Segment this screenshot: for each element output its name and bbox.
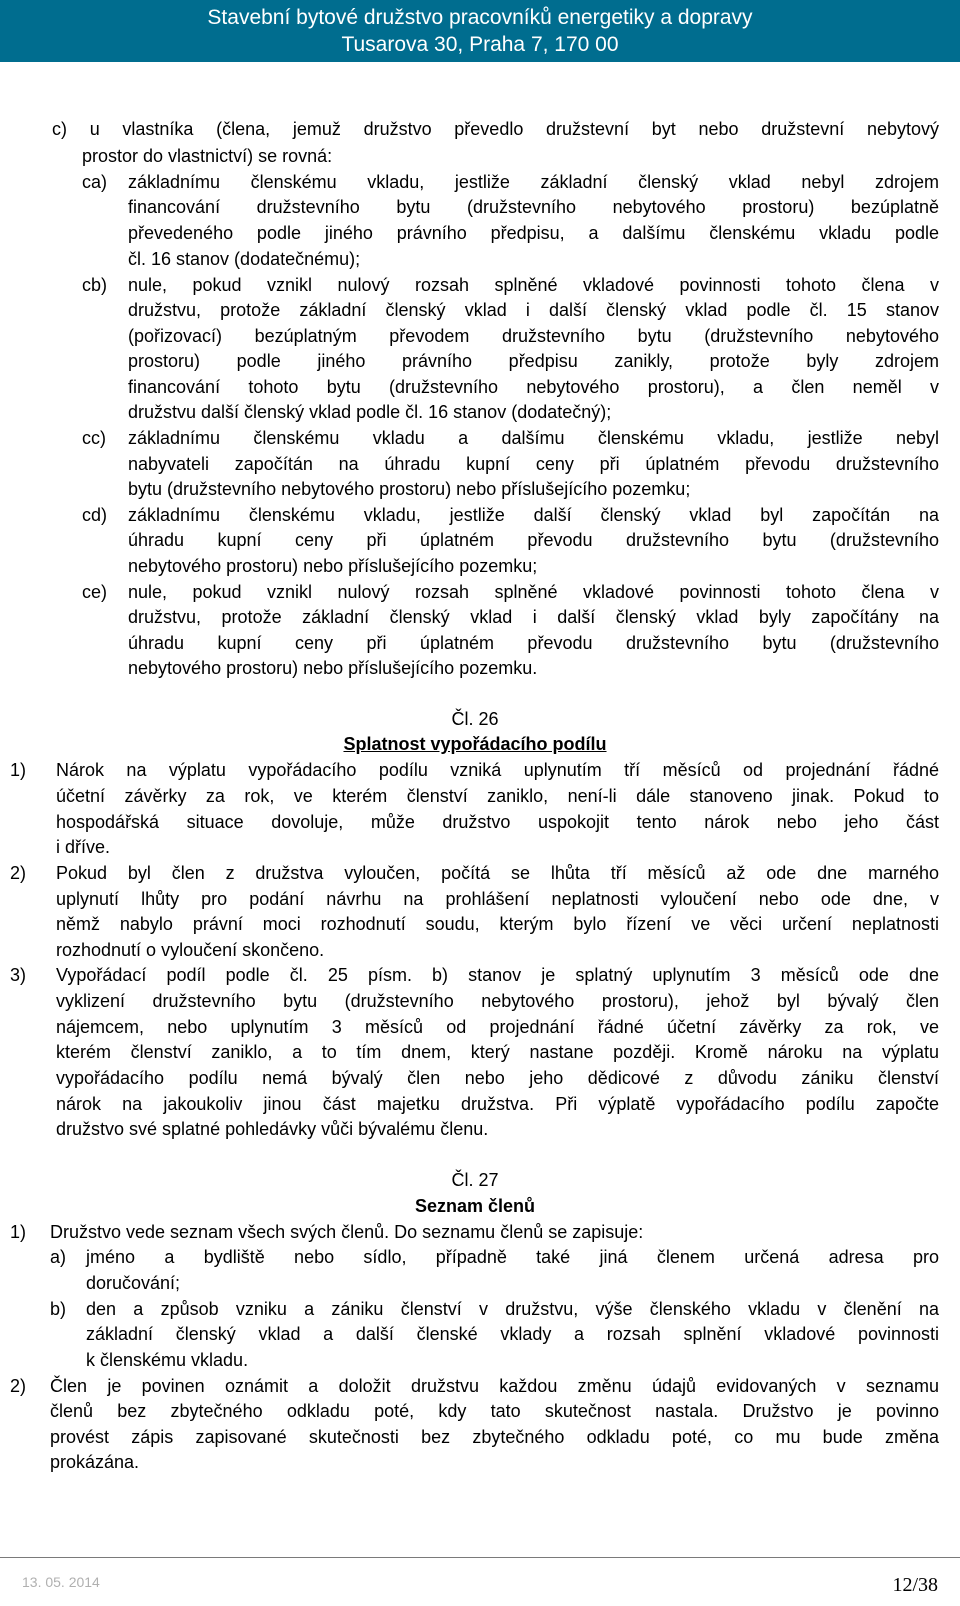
text-line: nule, pokud vznikl nulový rozsah splněné vkladové povinnosti tohoto člena v	[128, 275, 939, 295]
text-line: k členskému vkladu.	[86, 1350, 249, 1370]
text-line: základní členský vklad a další členské vklady a rozsah splnění vkladové povinnosti	[86, 1324, 939, 1344]
text-line: nule, pokud vznikl nulový rozsah splněné vkladové povinnosti tohoto člena v	[128, 582, 939, 602]
list-marker: cb)	[82, 275, 108, 295]
text-line: němž nabylo právní moci rozhodnutí soudu, kterým bylo řízení ve věci určení neplatnosti	[56, 914, 939, 934]
page-number: 12/38	[892, 1574, 938, 1596]
footer-date: 13. 05. 2014	[22, 1574, 100, 1590]
list-marker: cd)	[82, 505, 108, 525]
text-line: c) u vlastníka (člena, jemuž družstvo převedlo družstevní byt nebo družstevní nebytový	[52, 119, 939, 139]
text-line: rozhodnutí o vyloučení skončeno.	[56, 940, 325, 960]
text-line: základnímu členskému vkladu, jestliže základní členský vklad nebyl zdrojem	[128, 172, 939, 192]
text-line: Nárok na výplatu vypořádacího podílu vzniká uplynutím tří měsíců od projednání řádné	[56, 760, 939, 780]
text-line: družstvo své splatné pohledávky vůči bývalému členu.	[56, 1119, 489, 1139]
text-line: uplynutí lhůty pro podání návrhu na prohlášení neplatnosti vyloučení nebo ode dne, v	[56, 889, 939, 909]
list-marker: a)	[50, 1247, 67, 1267]
list-marker: 1)	[10, 760, 27, 780]
text-line: nebytového prostoru) nebo příslušejícího pozemku.	[128, 658, 538, 678]
list-marker: ca)	[82, 172, 108, 192]
document-header	[0, 0, 960, 62]
text-line: nájemcem, nebo uplynutím 3 měsíců od projednání řádné účetní závěrky za rok, ve	[56, 1017, 939, 1037]
footer-divider	[0, 1557, 960, 1558]
text-line: prostoru) podle jiného právního předpisu zanikly, protože byly zdrojem	[128, 351, 939, 371]
text-line: úhradu kupní ceny při úplatném převodu družstevního bytu (družstevního	[128, 633, 939, 653]
text-line: Člen je povinen oznámit a doložit družstvu každou změnu údajů evidovaných v seznamu	[50, 1376, 939, 1396]
article-number: Čl. 27	[451, 1170, 499, 1190]
text-line: Vypořádací podíl podle čl. 25 písm. b) stanov je splatný uplynutím 3 měsíců ode dne	[56, 965, 939, 985]
text-line: družstvu, protože základní členský vklad i další členský vklad byly započítány na	[128, 607, 939, 627]
header-organization-name: Stavební bytové družstvo pracovníků energetiky a dopravy	[207, 6, 753, 29]
header-address: Tusarova 30, Praha 7, 170 00	[341, 33, 619, 56]
text-line: i dříve.	[56, 837, 111, 857]
text-line: bytu (družstevního nebytového prostoru) nebo příslušejícího pozemku;	[128, 479, 691, 499]
article-number: Čl. 26	[451, 709, 499, 729]
text-line: družstvu další členský vklad podle čl. 16 stanov (dodatečný);	[128, 402, 612, 422]
text-line: hospodářská situace dovoluje, může družstvo uspokojit tento nárok nebo jeho část	[56, 812, 939, 832]
text-line: úhradu kupní ceny při úplatném převodu družstevního bytu (družstevního	[128, 530, 939, 550]
text-line: (pořizovací) bezúplatným převodem družstevního bytu (družstevního nebytového	[128, 326, 939, 346]
list-marker: 2)	[10, 863, 27, 883]
list-marker: ce)	[82, 582, 108, 602]
text-line: Družstvo vede seznam všech svých členů. Do seznamu členů se zapisuje:	[50, 1222, 644, 1242]
text-line: základnímu členskému vkladu a dalšímu členskému vkladu, jestliže nebyl	[128, 428, 939, 448]
text-line: nabyvateli započítán na úhradu kupní ceny při úplatném převodu družstevního	[128, 454, 939, 474]
text-line: družstvu, protože základní členský vklad i další členský vklad podle čl. 15 stanov	[128, 300, 939, 320]
list-marker: cc)	[82, 428, 106, 448]
text-line: vyklizení družstevního bytu (družstevního nebytového prostoru), jehož byl bývalý člen	[56, 991, 939, 1011]
text-line: den a způsob vzniku a zániku členství v družstvu, výše členského vkladu v členění na	[86, 1299, 939, 1319]
article-title: Splatnost vypořádacího podílu	[343, 734, 607, 754]
text-line: členů bez zbytečného odkladu poté, kdy tato skutečnost nastala. Družstvo je povinno	[50, 1401, 939, 1421]
text-line: převedeného podle jiného právního předpisu, a dalšímu členskému vkladu podle	[128, 223, 939, 243]
text-line: kterém členství zaniklo, a to tím dnem, který nastane později. Kromě nároku na výplatu	[56, 1042, 939, 1062]
text-line: nebytového prostoru) nebo příslušejícího pozemku;	[128, 556, 538, 576]
text-line: financování družstevního bytu (družstevního nebytového prostoru) bezúplatně	[128, 197, 939, 217]
list-marker: b)	[50, 1299, 67, 1319]
text-line: prostor do vlastnictví) se rovná:	[82, 146, 333, 166]
article-title: Seznam členů	[414, 1196, 536, 1216]
list-marker: 1)	[10, 1222, 27, 1242]
text-line: vypořádacího podílu nemá bývalý člen nebo jeho dědicové z důvodu zániku členství	[56, 1068, 939, 1088]
text-line: jméno a bydliště nebo sídlo, případně také jiná členem určená adresa pro	[86, 1247, 939, 1267]
text-line: provést zápis zapisované skutečnosti bez zbytečného odkladu poté, co mu bude změna	[50, 1427, 939, 1447]
text-line: doručování;	[86, 1273, 181, 1293]
text-line: Pokud byl člen z družstva vyloučen, počítá se lhůta tří měsíců až ode dne marného	[56, 863, 939, 883]
text-line: základnímu členskému vkladu, jestliže další členský vklad byl započítán na	[128, 505, 939, 525]
text-line: čl. 16 stanov (dodatečnému);	[128, 249, 361, 269]
list-marker: 2)	[10, 1376, 27, 1396]
list-marker: 3)	[10, 965, 27, 985]
text-line: účetní závěrky za rok, ve kterém členství zaniklo, není-li dále stanoveno jinak. Pokud to	[56, 786, 939, 806]
text-line: nárok na jakoukoliv jinou část majetku družstva. Při výplatě vypořádacího podílu započte	[56, 1094, 939, 1114]
text-line: financování tohoto bytu (družstevního nebytového prostoru), a člen neměl v	[128, 377, 939, 397]
text-line: prokázána.	[50, 1452, 140, 1472]
